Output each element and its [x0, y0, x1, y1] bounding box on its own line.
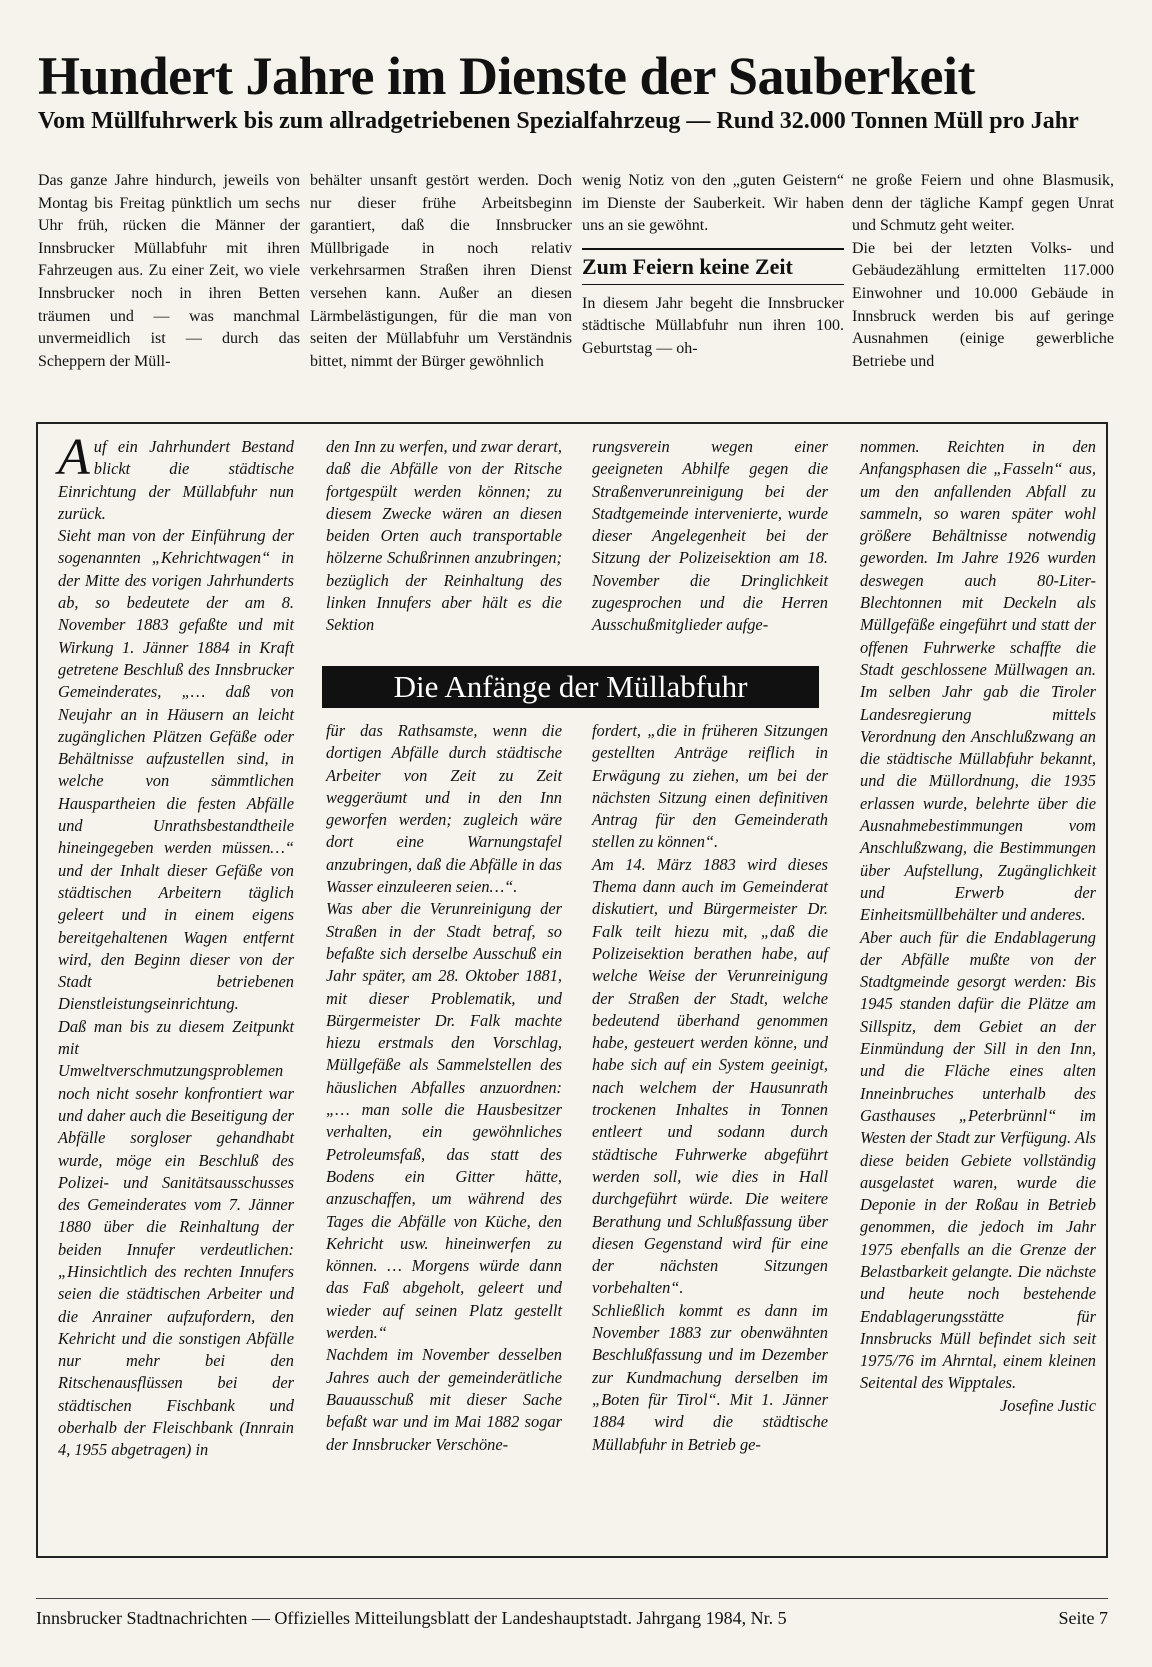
- page-number: Seite 7: [1058, 1608, 1108, 1628]
- box-paragraph: Daß man bis zu diesem Zeitpunkt mit Umweltverschmutzungsproblemen noch nicht sosehr konfrontiert war und daher auch die Beseitigung der Abfälle sorgloser gehandhabt wurde, möge ein Beschluß des Polizei- und Sanitätsausschusses des Gemeinderates vom 7. Jänner 1880 über die Reinhaltung der beiden Innufer verdeutlichen: „Hinsichtlich des rechten Innufers seien die städtischen Arbeiter und die Anrainer aufzufordern, den Kehricht und die sonstigen Abfälle nur mehr bei den Ritschenausflüssen bei der städtischen Fischbank und oberhalb der Fleischbank (Innrain 4, 1955 abgetragen) in: [58, 1016, 294, 1460]
- subheadline: Vom Müllfuhrwerk bis zum allradgetriebenen Spezialfahrzeug — Rund 32.000 Tonnen Müll pro Jahr: [38, 108, 1079, 134]
- intro-column-3: [582, 170, 844, 361]
- box-paragraph: [58, 429, 294, 525]
- intro-paragraph: In diesem Jahr begeht die Innsbrucker städtische Müllabfuhr nun ihren 100. Geburtstag — oh-: [582, 294, 844, 357]
- intro-paragraph: Die bei der letzten Volks- und Gebäudezählung ermittelten 117.000 Einwohner und 10.000 Gebäude in Innsbruck werden bis auf geringe Ausnahmen (einige gewerbliche Betriebe und: [852, 239, 1114, 370]
- box-paragraph-text: uf ein Jahrhundert Bestand blickt die städtische Einrichtung der Müllabfuhr nun zurück.: [58, 437, 294, 523]
- box-paragraph: rungsverein wegen einer geeigneten Abhilfe gegen die Straßenverunreinigung bei der Stadtgemeinde intervenierte, wurde dieser Angelegenheit bei der Sitzung der Polizeisektion am 18. November die Dringlichkeit zugesprochen und die Herren Ausschußmitglieder aufge-: [592, 437, 828, 635]
- box-column-4: [860, 436, 1096, 1417]
- box-paragraph: den Inn zu werfen, und zwar derart, daß die Abfälle von der Ritsche fortgespült werden können; zu diesem Zwecke wären an diesen beiden Orten auch transportable hölzerne Schußrinnen anzubringen; bezüglich der Reinhaltung des linken Innufers aber hält es die Sektion: [326, 437, 562, 635]
- drop-cap: A: [58, 429, 90, 486]
- box-column-2-top: [326, 436, 562, 637]
- author-signature: Josefine Justic: [999, 1395, 1096, 1415]
- box-paragraph: Sieht man von der Einführung der sogenannten „Kehrichtwagen“ in der Mitte des vorigen Jahrhunderts ab, so bedeutete der am 8. November 1883 gefaßte und mit Wirkung 1. Jänner 1884 in Kraft getretene Beschluß des Innsbrucker Gemeinderates, „… daß von Neujahr an in Häusern an leicht zugänglichen Plätzen Gefäße oder Behältnisse aufzustellen sind, in welche von sämmtlichen Hauspartheien die festen Abfälle und Unrathsbestandtheile hineingegeben werden müssen…“ und der Inhalt dieser Gefäße von städtischen Arbeitern täglich geleert und in einem eigens bereitgehaltenen Wagen entfernt wird, den Beginn dieser von der Stadt betriebenen Dienstleistungseinrichtung.: [58, 526, 294, 1014]
- box-paragraph: fordert, „die in früheren Sitzungen gestellten Anträge reiflich in Erwägung zu ziehen, um bei der nächsten Sitzung einen definitiven Antrag für den Gemeinderath stellen zu können“.: [592, 721, 828, 852]
- box-column-3-bottom: [592, 720, 828, 1456]
- intro-paragraph: behälter unsanft gestört werden. Doch nur dieser frühe Arbeitsbeginn garantiert, daß die Innsbrucker Müllbrigade in noch relativ verkehrsarmen Straßen ihren Dienst versehen kann. Außer an diesen Lärmbelästigungen, für die man von seiten der Müllabfuhr um Verständnis bittet, nimmt der Bürger gewöhnlich: [310, 172, 572, 370]
- intro-column-1: [38, 170, 300, 373]
- box-paragraph: Nachdem im November desselben Jahres auch der gemeinderätliche Bauausschuß mit dieser Sache befaßt war und im Mai 1882 sogar der Innsbrucker Verschöne-: [326, 1345, 562, 1454]
- box-paragraph: Schließlich kommt es dann im November 1883 zur obenwähnten Beschlußfassung und im Dezember zur Kundmachung derselben im „Boten für Tirol“. Mit 1. Jänner 1884 wird die städtische Müllabfuhr in Betrieb ge-: [592, 1300, 828, 1454]
- page-footer: [36, 1606, 1108, 1630]
- footer-divider: [36, 1598, 1108, 1599]
- intro-paragraph: Das ganze Jahre hindurch, jeweils von Montag bis Freitag pünktlich um sechs Uhr früh, rücken die Männer der Innsbrucker Müllabfuhr mit ihren Fahrzeugen aus. Zu einer Zeit, wo viele Innsbrucker noch in ihren Betten träumen und — was manchmal unvermeidlich ist — durch das Scheppern der Müll-: [38, 172, 300, 370]
- headline: Hundert Jahre im Dienste der Sauberkeit: [38, 46, 975, 106]
- intro-paragraph: ne große Feiern und ohne Blasmusik, denn der tägliche Kampf gegen Unrat und Schmutz geht weiter.: [852, 172, 1114, 235]
- box-column-1: [58, 429, 294, 1462]
- intro-column-2: [310, 170, 572, 373]
- section-heading: Zum Feiern keine Zeit: [582, 248, 844, 285]
- box-banner-title: Die Anfänge der Müllabfuhr: [322, 666, 819, 708]
- box-paragraph: Am 14. März 1883 wird dieses Thema dann auch im Gemeinderat diskutiert, und Bürgermeister Dr. Falk teilt hiezu mit, „daß die Polizeisektion berathen habe, auf welche Weise der Verunreinigung der Straßen der Stadt, welche bedeutend überhand genommen habe, gesteuert werden könne, und habe sich auf ein System geeinigt, nach welchem der Hausunrath trockenen Inhaltes in Tonnen entleert und sodann durch städtische Fuhrwerke abgeführt werden soll, wie dies in Hall durchgeführt würde. Die weitere Berathung und Schlußfassung über diesen Gegenstand wird für eine der nächsten Sitzungen vorbehalten“.: [592, 854, 828, 1298]
- box-paragraph: nommen. Reichten in den Anfangsphasen die „Fasseln“ aus, um den anfallenden Abfall zu sammeln, so waren später wohl größere Behältnisse notwendig geworden. Im Jahre 1926 wurden deswegen auch 80-Liter-Blechtonnen mit Deckeln als Müllgefäße eingeführt und statt der offenen Fuhrwerke schaffte die Stadt geschlossene Müllwagen an. Im selben Jahr gab die Tiroler Landesregierung mittels Verordnung den Anschlußzwang an die städtische Müllabfuhr bekannt, und die Müllordnung, die 1935 erlassen wurde, belehrte über die Ausnahmebestimmungen vom Anschlußzwang, die Bestimmungen über Aufstellung, Zugänglichkeit und Erwerb der Einheitsmüllbehälter und anderes.: [860, 437, 1096, 925]
- box-column-2-bottom: [326, 720, 562, 1456]
- box-paragraph: Was aber die Verunreinigung der Straßen in der Stadt betraf, so befaßte sich derselbe Ausschuß ein Jahr später, am 28. Oktober 1881, mit dieser Problematik, und Bürgermeister Dr. Falk machte hiezu erstmals den Vorschlag, Müllgefäße als Sammelstellen des häuslichen Abfalles anzuordnen: „… man solle die Hausbesitzer verhalten, ein gewöhnliches Petroleumsfaß, das statt des Bodens ein Gitter hätte, anzuschaffen, um während des Tages die Abfälle von Küche, den Kehricht usw. hineinwerfen zu können. … Morgens würde dann das Faß abgeholt, geleert und wieder auf seinen Platz gestellt werden.“: [326, 899, 562, 1343]
- publication-info: Innsbrucker Stadtnachrichten — Offizielles Mitteilungsblatt der Landeshauptstadt. Jahrgang 1984, Nr. 5: [36, 1608, 787, 1628]
- box-paragraph: Aber auch für die Endablagerung der Abfälle mußte von der Stadtgmeinde gesorgt werden: Bis 1945 standen dafür die Plätze am Sillspitz, dem Gebiet an der Einmündung der Sill in den Inn, und die Fläche eines alten Inneinbruches unterhalb des Gasthauses „Peterbrünnl“ im Westen der Stadt zur Verfügung. Als diese beiden Gebiete vollständig ausgelastet waren, wurde die Deponie in der Roßau in Betrieb genommen, die jedoch im Jahr 1975 ebenfalls an die Grenze der Belastbarkeit gelangte. Die nächste und heute noch bestehende Endablagerungsstätte für Innsbrucks Müll befindet sich seit 1975/76 im Ahrntal, einem kleinen Seitental des Wipptales.: [860, 927, 1096, 1393]
- intro-paragraph: wenig Notiz von den „guten Geistern“ im Dienste der Sauberkeit. Wir haben uns an sie gewöhnt.: [582, 172, 844, 235]
- box-paragraph: für das Rathsamste, wenn die dortigen Abfälle durch städtische Arbeiter von Zeit zu Zeit weggeräumt und in den Inn geworfen werden; zugleich wäre dort eine Warnungstafel anzubringen, daß die Abfälle in das Wasser einzuleeren seien…“.: [326, 721, 562, 897]
- box-column-3-top: [592, 436, 828, 637]
- intro-column-4: [852, 170, 1114, 373]
